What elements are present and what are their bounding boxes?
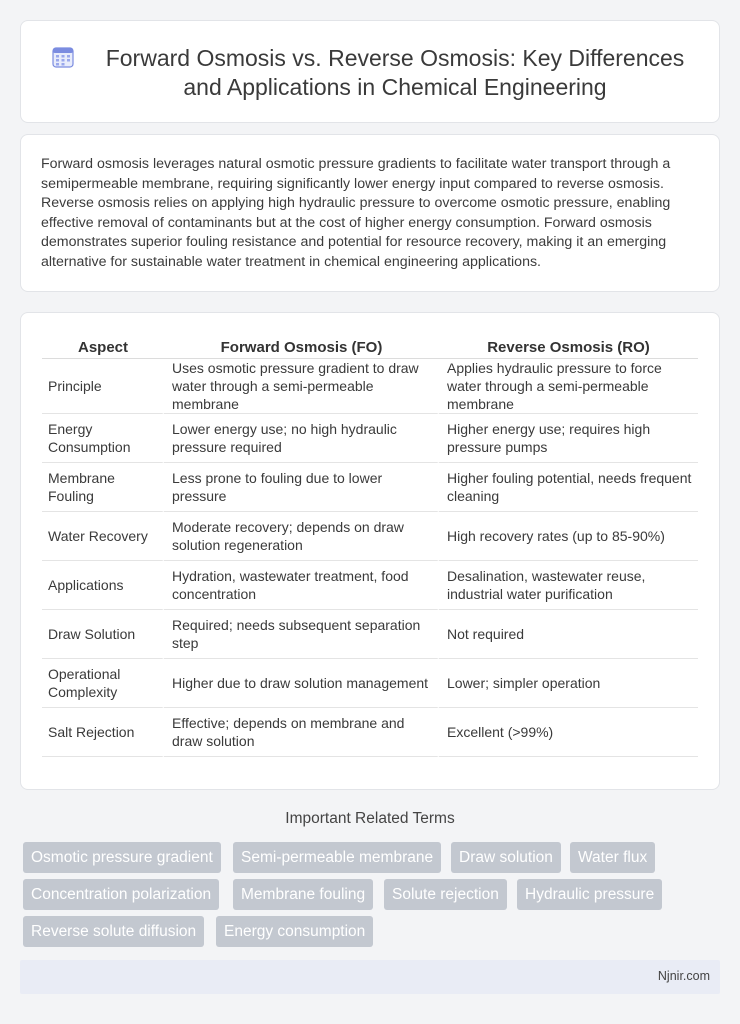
row-aspect: Operational Complexity xyxy=(42,659,164,708)
row-ro-value: Higher energy use; requires high pressure pumps xyxy=(439,414,698,463)
table-row xyxy=(42,512,698,561)
table-row xyxy=(42,610,698,659)
table-row xyxy=(42,359,698,414)
row-fo-value: Less prone to fouling due to lower pressure xyxy=(164,463,439,512)
table-row xyxy=(42,708,698,757)
intro-paragraph: Forward osmosis leverages natural osmotic pressure gradients to facilitate water transport through a semipermeable membrane, requiring significantly lower energy input compared to reverse osmosis. Reverse osmosis relies on applying high hydraulic pressure to overcome osmotic pressure, enabling effective removal of contaminants but at the cost of higher energy consumption. Forward osmosis demonstrates superior fouling resistance and potential for resource recovery, making it an emerging alternative for sustainable water treatment in chemical engineering applications. xyxy=(41,156,671,270)
comparison-table xyxy=(42,333,698,757)
footer-site-name[interactable]: Njnir.com xyxy=(657,969,710,983)
row-ro-value: High recovery rates (up to 85-90%) xyxy=(439,512,698,561)
tag-membrane-fouling[interactable]: Membrane fouling xyxy=(233,879,373,910)
header-reverse-osmosis: Reverse Osmosis (RO) xyxy=(439,333,698,359)
row-ro-value: Higher fouling potential, needs frequent cleaning xyxy=(439,463,698,512)
row-fo-value: Uses osmotic pressure gradient to draw water through a semi-permeable membrane xyxy=(164,359,439,414)
tag-solute-rejection[interactable]: Solute rejection xyxy=(384,879,507,910)
header-aspect: Aspect xyxy=(42,333,164,359)
table-row xyxy=(42,561,698,610)
related-terms-title: Important Related Terms xyxy=(285,810,455,827)
row-fo-value: Lower energy use; no high hydraulic pressure required xyxy=(164,414,439,463)
intro-card xyxy=(20,134,720,292)
row-ro-value: Desalination, wastewater reuse, industrial water purification xyxy=(439,561,698,610)
row-fo-value: Higher due to draw solution management xyxy=(164,659,439,708)
comparison-table-card xyxy=(20,312,720,790)
row-aspect: Water Recovery xyxy=(42,512,164,561)
tag-hydraulic-pressure[interactable]: Hydraulic pressure xyxy=(517,879,662,910)
row-fo-value: Hydration, wastewater treatment, food concentration xyxy=(164,561,439,610)
table-row xyxy=(42,463,698,512)
tag-energy-consumption[interactable]: Energy consumption xyxy=(216,916,373,947)
row-ro-value: Lower; simpler operation xyxy=(439,659,698,708)
header-forward-osmosis: Forward Osmosis (FO) xyxy=(164,333,439,359)
row-fo-value: Moderate recovery; depends on draw solution regeneration xyxy=(164,512,439,561)
row-aspect: Energy Consumption xyxy=(42,414,164,463)
row-aspect: Draw Solution xyxy=(42,610,164,659)
row-ro-value: Applies hydraulic pressure to force water through a semi-permeable membrane xyxy=(439,359,698,414)
row-aspect: Applications xyxy=(42,561,164,610)
calendar-icon xyxy=(51,45,75,69)
page-title: Forward Osmosis vs. Reverse Osmosis: Key Differences and Applications in Chemical Engineering xyxy=(105,45,685,100)
row-fo-value: Required; needs subsequent separation step xyxy=(164,610,439,659)
table-row xyxy=(42,414,698,463)
row-aspect: Membrane Fouling xyxy=(42,463,164,512)
tag-concentration-polarization[interactable]: Concentration polarization xyxy=(23,879,219,910)
tag-semi-permeable-membrane[interactable]: Semi-permeable membrane xyxy=(233,842,441,873)
row-fo-value: Effective; depends on membrane and draw solution xyxy=(164,708,439,757)
row-ro-value: Excellent (>99%) xyxy=(439,708,698,757)
tag-reverse-solute-diffusion[interactable]: Reverse solute diffusion xyxy=(23,916,204,947)
tag-draw-solution[interactable]: Draw solution xyxy=(451,842,561,873)
row-aspect: Salt Rejection xyxy=(42,708,164,757)
tag-water-flux[interactable]: Water flux xyxy=(570,842,655,873)
table-row xyxy=(42,659,698,708)
title-card xyxy=(20,20,720,123)
row-aspect: Principle xyxy=(42,359,164,414)
row-ro-value: Not required xyxy=(439,610,698,659)
table-header-row xyxy=(42,333,698,359)
tag-osmotic-pressure-gradient[interactable]: Osmotic pressure gradient xyxy=(23,842,221,873)
footer xyxy=(20,960,720,994)
